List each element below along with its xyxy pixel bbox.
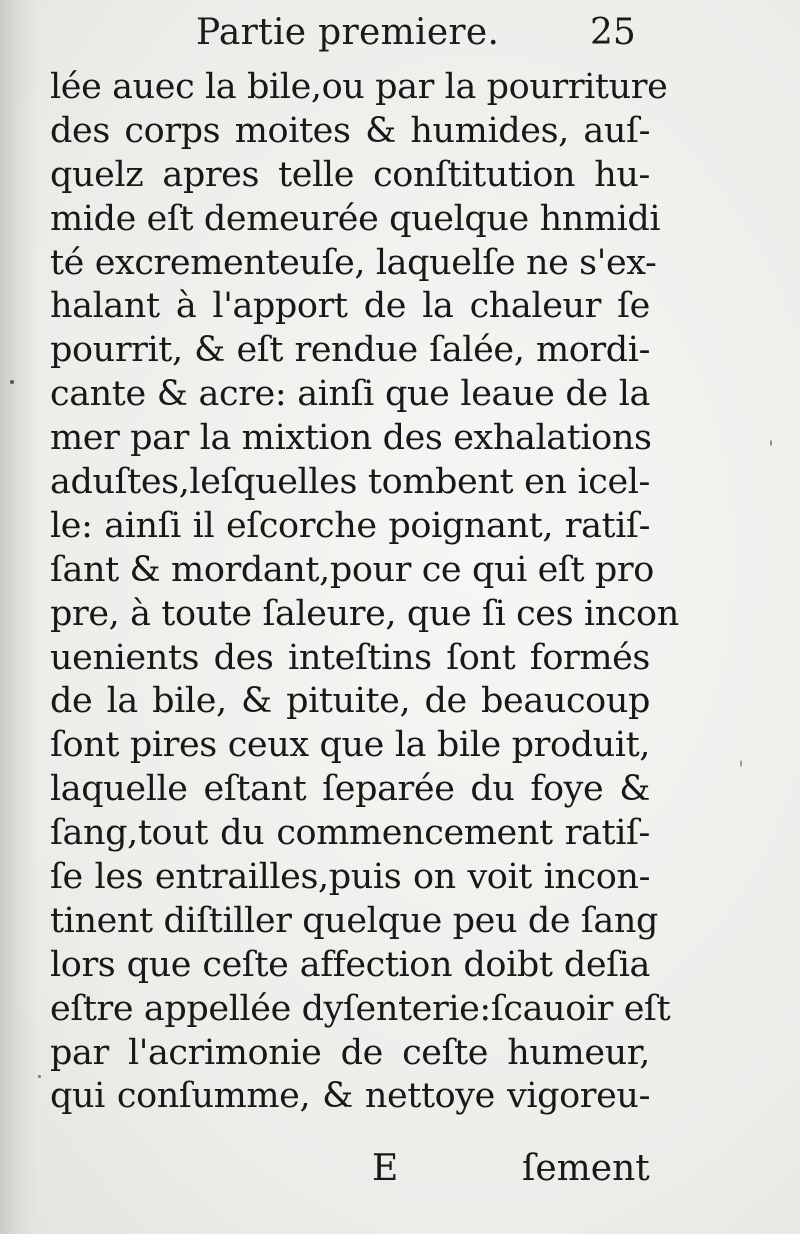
gutter-shadow bbox=[0, 0, 38, 1234]
text-line: de la bile, & pituite, de beaucoup bbox=[50, 681, 650, 722]
body-text bbox=[50, 66, 679, 1119]
text-line: laquelle eſtant ſeparée du foye & bbox=[50, 769, 650, 810]
text-line: ſant & mordant,pour ce qui eſt pro bbox=[50, 549, 654, 590]
text-line: halant à l'apport de la chaleur ſe bbox=[50, 286, 650, 327]
text-line: mide eſt demeurée quelque hnmidi bbox=[50, 198, 661, 239]
running-title: Partie premiere. bbox=[196, 12, 500, 53]
text-line: cante & acre: ainſi que leaue de la bbox=[50, 374, 650, 415]
text-line: ſe les entrailles,puis on voit incon- bbox=[50, 857, 650, 898]
text-line: le: ainſi il eſcorche poignant, ratiſ- bbox=[50, 505, 650, 546]
text-line: mer par la mixtion des exhalations bbox=[50, 418, 652, 459]
catchword: ſement bbox=[522, 1148, 650, 1189]
page-number: 25 bbox=[590, 12, 636, 53]
ink-speck bbox=[740, 760, 742, 767]
text-line: par l'acrimonie de ceſte humeur, bbox=[50, 1032, 650, 1073]
text-line: tinent diſtiller quelque peu de ſang bbox=[50, 900, 659, 941]
text-line: eſtre appellée dyſenterie:ſcauoir eſt bbox=[50, 988, 671, 1029]
text-line: uenients des inteſtins ſont formés bbox=[50, 637, 650, 678]
ink-speck bbox=[770, 440, 772, 446]
ink-speck bbox=[10, 380, 14, 384]
text-line: pre, à toute ſaleure, que ſi ces incon bbox=[50, 593, 679, 634]
text-line: té excrementeuſe, laquelſe ne s'ex- bbox=[50, 242, 657, 283]
text-line: quelz apres telle conſtitution hu- bbox=[50, 154, 650, 195]
ink-speck bbox=[38, 1075, 41, 1078]
text-line: ſang,tout du commencement ratiſ- bbox=[50, 813, 650, 854]
text-line: aduſtes,leſquelles tombent en icel- bbox=[50, 462, 650, 503]
text-line: des corps moites & humides, auſ- bbox=[50, 110, 650, 151]
page-header bbox=[0, 12, 800, 72]
text-line: lors que ceſte affection doibt deſia bbox=[50, 944, 650, 985]
text-line: lée auec la bile,ou par la pourriture bbox=[50, 67, 668, 107]
page-footer bbox=[0, 1148, 800, 1198]
signature-mark: E bbox=[372, 1148, 399, 1189]
text-line: ſont pires ceux que la bile produit, bbox=[50, 725, 650, 766]
text-line: qui conſumme, & nettoye vigoreu- bbox=[50, 1076, 650, 1117]
text-line: pourrit, & eſt rendue ſalée, mordi- bbox=[50, 330, 650, 371]
